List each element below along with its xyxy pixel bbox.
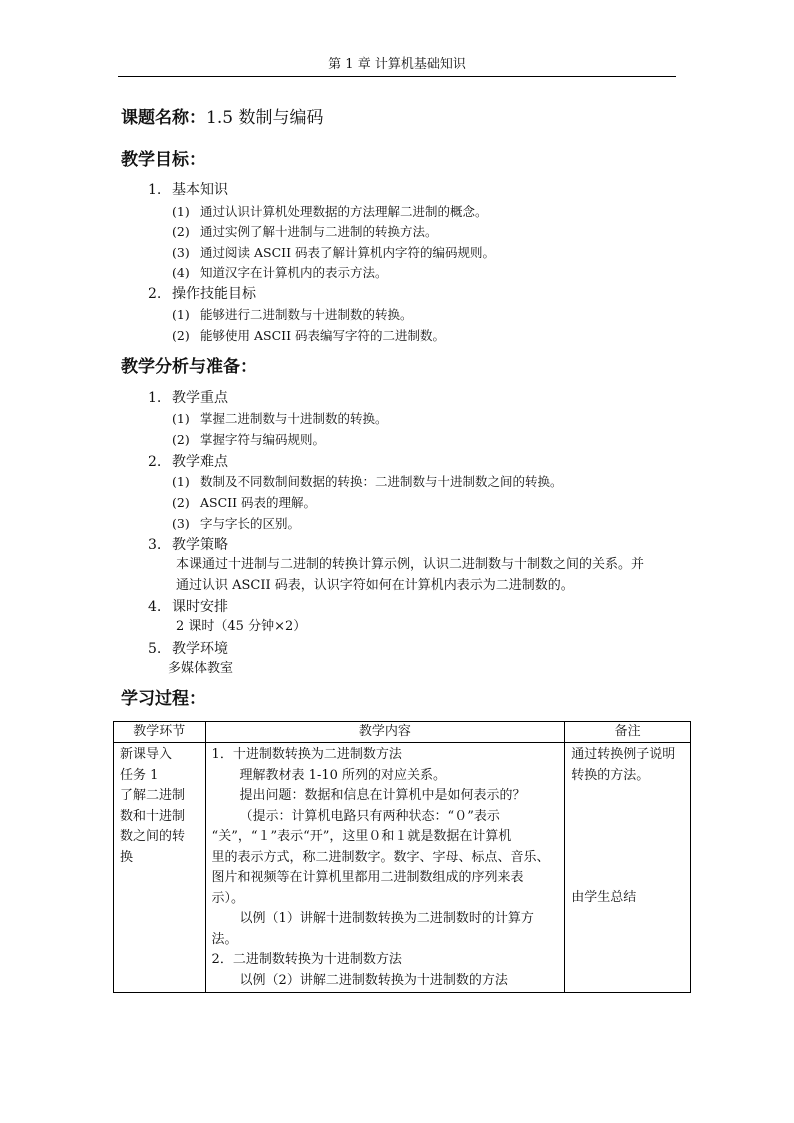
stage-cell <box>114 743 206 993</box>
analysis-item <box>172 515 300 533</box>
content-line: 以例（1）讲解十进制数转换为二进制数时的计算方 <box>239 911 534 926</box>
item-number: (1) <box>172 307 190 322</box>
section-number: 4. <box>148 599 162 615</box>
content-line: （提示：计算机电路只有两种状态：“０”表示 <box>239 808 500 824</box>
analysis-item <box>172 410 388 428</box>
analysis-section-3 <box>148 535 228 555</box>
stage-line: 任务 1 <box>120 767 159 783</box>
goal-item <box>172 327 445 345</box>
lesson-process-table <box>113 721 691 993</box>
item-text: 掌握字符与编码规则。 <box>200 432 326 447</box>
content-line: 理解教材表 1-10 所列的对应关系。 <box>239 767 447 783</box>
item-text: 数制及不同数制间数据的转换：二进制数与十进制数之间的转换。 <box>200 474 563 489</box>
goal-item <box>172 244 495 262</box>
item-number: (2) <box>172 495 190 510</box>
section-number: 2. <box>148 286 162 302</box>
header-rule <box>118 76 676 77</box>
stage-line: 新课导入 <box>120 747 173 762</box>
section-number: 1. <box>148 390 162 406</box>
section-label: 操作技能目标 <box>172 286 256 302</box>
stage-line: 了解二进制 <box>120 788 186 803</box>
analysis-section-4 <box>148 597 228 617</box>
content-line: “关”，“１”表示“开”，这里０和１就是数据在计算机 <box>211 829 512 844</box>
item-text: 知道汉字在计算机内的表示方法。 <box>200 265 388 280</box>
environment-line: 多媒体教室 <box>168 661 234 676</box>
analysis-section-1 <box>148 388 228 408</box>
section-label: 教学策略 <box>172 537 228 553</box>
item-number: (2) <box>172 432 190 447</box>
section-label: 基本知识 <box>172 182 228 198</box>
content-line: 1．十进制数转换为二进制数方法 <box>211 747 402 762</box>
section-label: 教学难点 <box>172 454 228 470</box>
section-label: 课时安排 <box>172 599 228 615</box>
content-line: 2．二进制数转换为十进制数方法 <box>211 952 402 967</box>
content-line: 图片和视频等在计算机里都用二进制数组成的序列来表 <box>211 870 524 885</box>
note-line: 由学生总结 <box>571 890 637 905</box>
notes-cell <box>565 743 691 993</box>
analysis-item <box>172 494 316 512</box>
stage-line: 数和十进制 <box>120 808 186 824</box>
item-number: (2) <box>172 224 190 239</box>
item-text: 通过阅读 ASCII 码表了解计算机内字符的编码规则。 <box>200 245 495 260</box>
section-number: 1. <box>148 182 162 198</box>
strategy-line: 通过认识 ASCII 码表，认识字符如何在计算机内表示为二进制数的。 <box>176 578 574 593</box>
item-number: (3) <box>172 245 190 260</box>
content-line: 示）。 <box>211 890 245 906</box>
goal-item <box>172 306 413 324</box>
content-line: 提出问题：数据和信息在计算机中是如何表示的？ <box>239 788 526 803</box>
goal-section-2 <box>148 284 256 304</box>
item-text: 通过认识计算机处理数据的方法理解二进制的概念。 <box>200 204 488 219</box>
running-header: 第 1 章 计算机基础知识 <box>328 57 466 72</box>
goal-section-1 <box>148 180 228 200</box>
process-heading: 学习过程： <box>121 689 206 709</box>
strategy-line: 本课通过十进制与二进制的转换计算示例，认识二进制数与十制数之间的关系。并 <box>176 557 645 572</box>
item-text: 掌握二进制数与十进制数的转换。 <box>200 411 388 426</box>
item-number: (1) <box>172 474 190 489</box>
content-line: 以例（2）讲解二进制数转换为十进制数的方法 <box>239 972 508 988</box>
table-header-row <box>114 722 691 743</box>
item-text: 通过实例了解十进制与二进制的转换方法。 <box>200 224 438 239</box>
item-number: (1) <box>172 411 190 426</box>
section-number: 5. <box>148 641 162 657</box>
goal-item <box>172 264 388 282</box>
item-number: (2) <box>172 328 190 343</box>
column-header-notes: 备注 <box>565 722 691 743</box>
table-row <box>114 743 691 993</box>
note-line: 转换的方法。 <box>571 767 650 783</box>
lesson-title-value: 1.5 数制与编码 <box>206 108 324 128</box>
content-line: 里的表示方式，称二进制数字。数字、字母、标点、音乐、 <box>211 849 550 865</box>
goal-item <box>172 203 488 221</box>
item-text: 字与字长的区别。 <box>200 516 301 531</box>
section-number: 3. <box>148 537 162 553</box>
section-number: 2. <box>148 454 162 470</box>
item-number: (4) <box>172 265 190 280</box>
goal-item <box>172 223 438 241</box>
item-text: ASCII 码表的理解。 <box>200 495 317 510</box>
lesson-title-label: 课题名称： <box>121 108 206 128</box>
analysis-heading: 教学分析与准备： <box>121 357 257 377</box>
section-label: 教学环境 <box>172 641 228 657</box>
goals-heading: 教学目标： <box>121 150 206 170</box>
analysis-item <box>172 473 563 491</box>
lesson-title <box>121 107 323 129</box>
content-line: 法。 <box>211 931 238 947</box>
analysis-section-5 <box>148 639 228 659</box>
column-header-content: 教学内容 <box>205 722 565 743</box>
item-text: 能够使用 ASCII 码表编写字符的二进制数。 <box>200 328 445 343</box>
column-header-stage: 教学环节 <box>114 722 206 743</box>
item-number: (3) <box>172 516 190 531</box>
analysis-item <box>172 431 325 449</box>
item-number: (1) <box>172 204 190 219</box>
stage-line: 换 <box>120 849 134 865</box>
note-line: 通过转换例子说明 <box>571 747 676 762</box>
schedule-line: 2 课时（45 分钟×2） <box>176 619 307 634</box>
section-label: 教学重点 <box>172 390 228 406</box>
analysis-section-2 <box>148 452 228 472</box>
stage-line: 数之间的转 <box>120 829 186 844</box>
content-cell <box>205 743 565 993</box>
item-text: 能够进行二进制数与十进制数的转换。 <box>200 307 413 322</box>
